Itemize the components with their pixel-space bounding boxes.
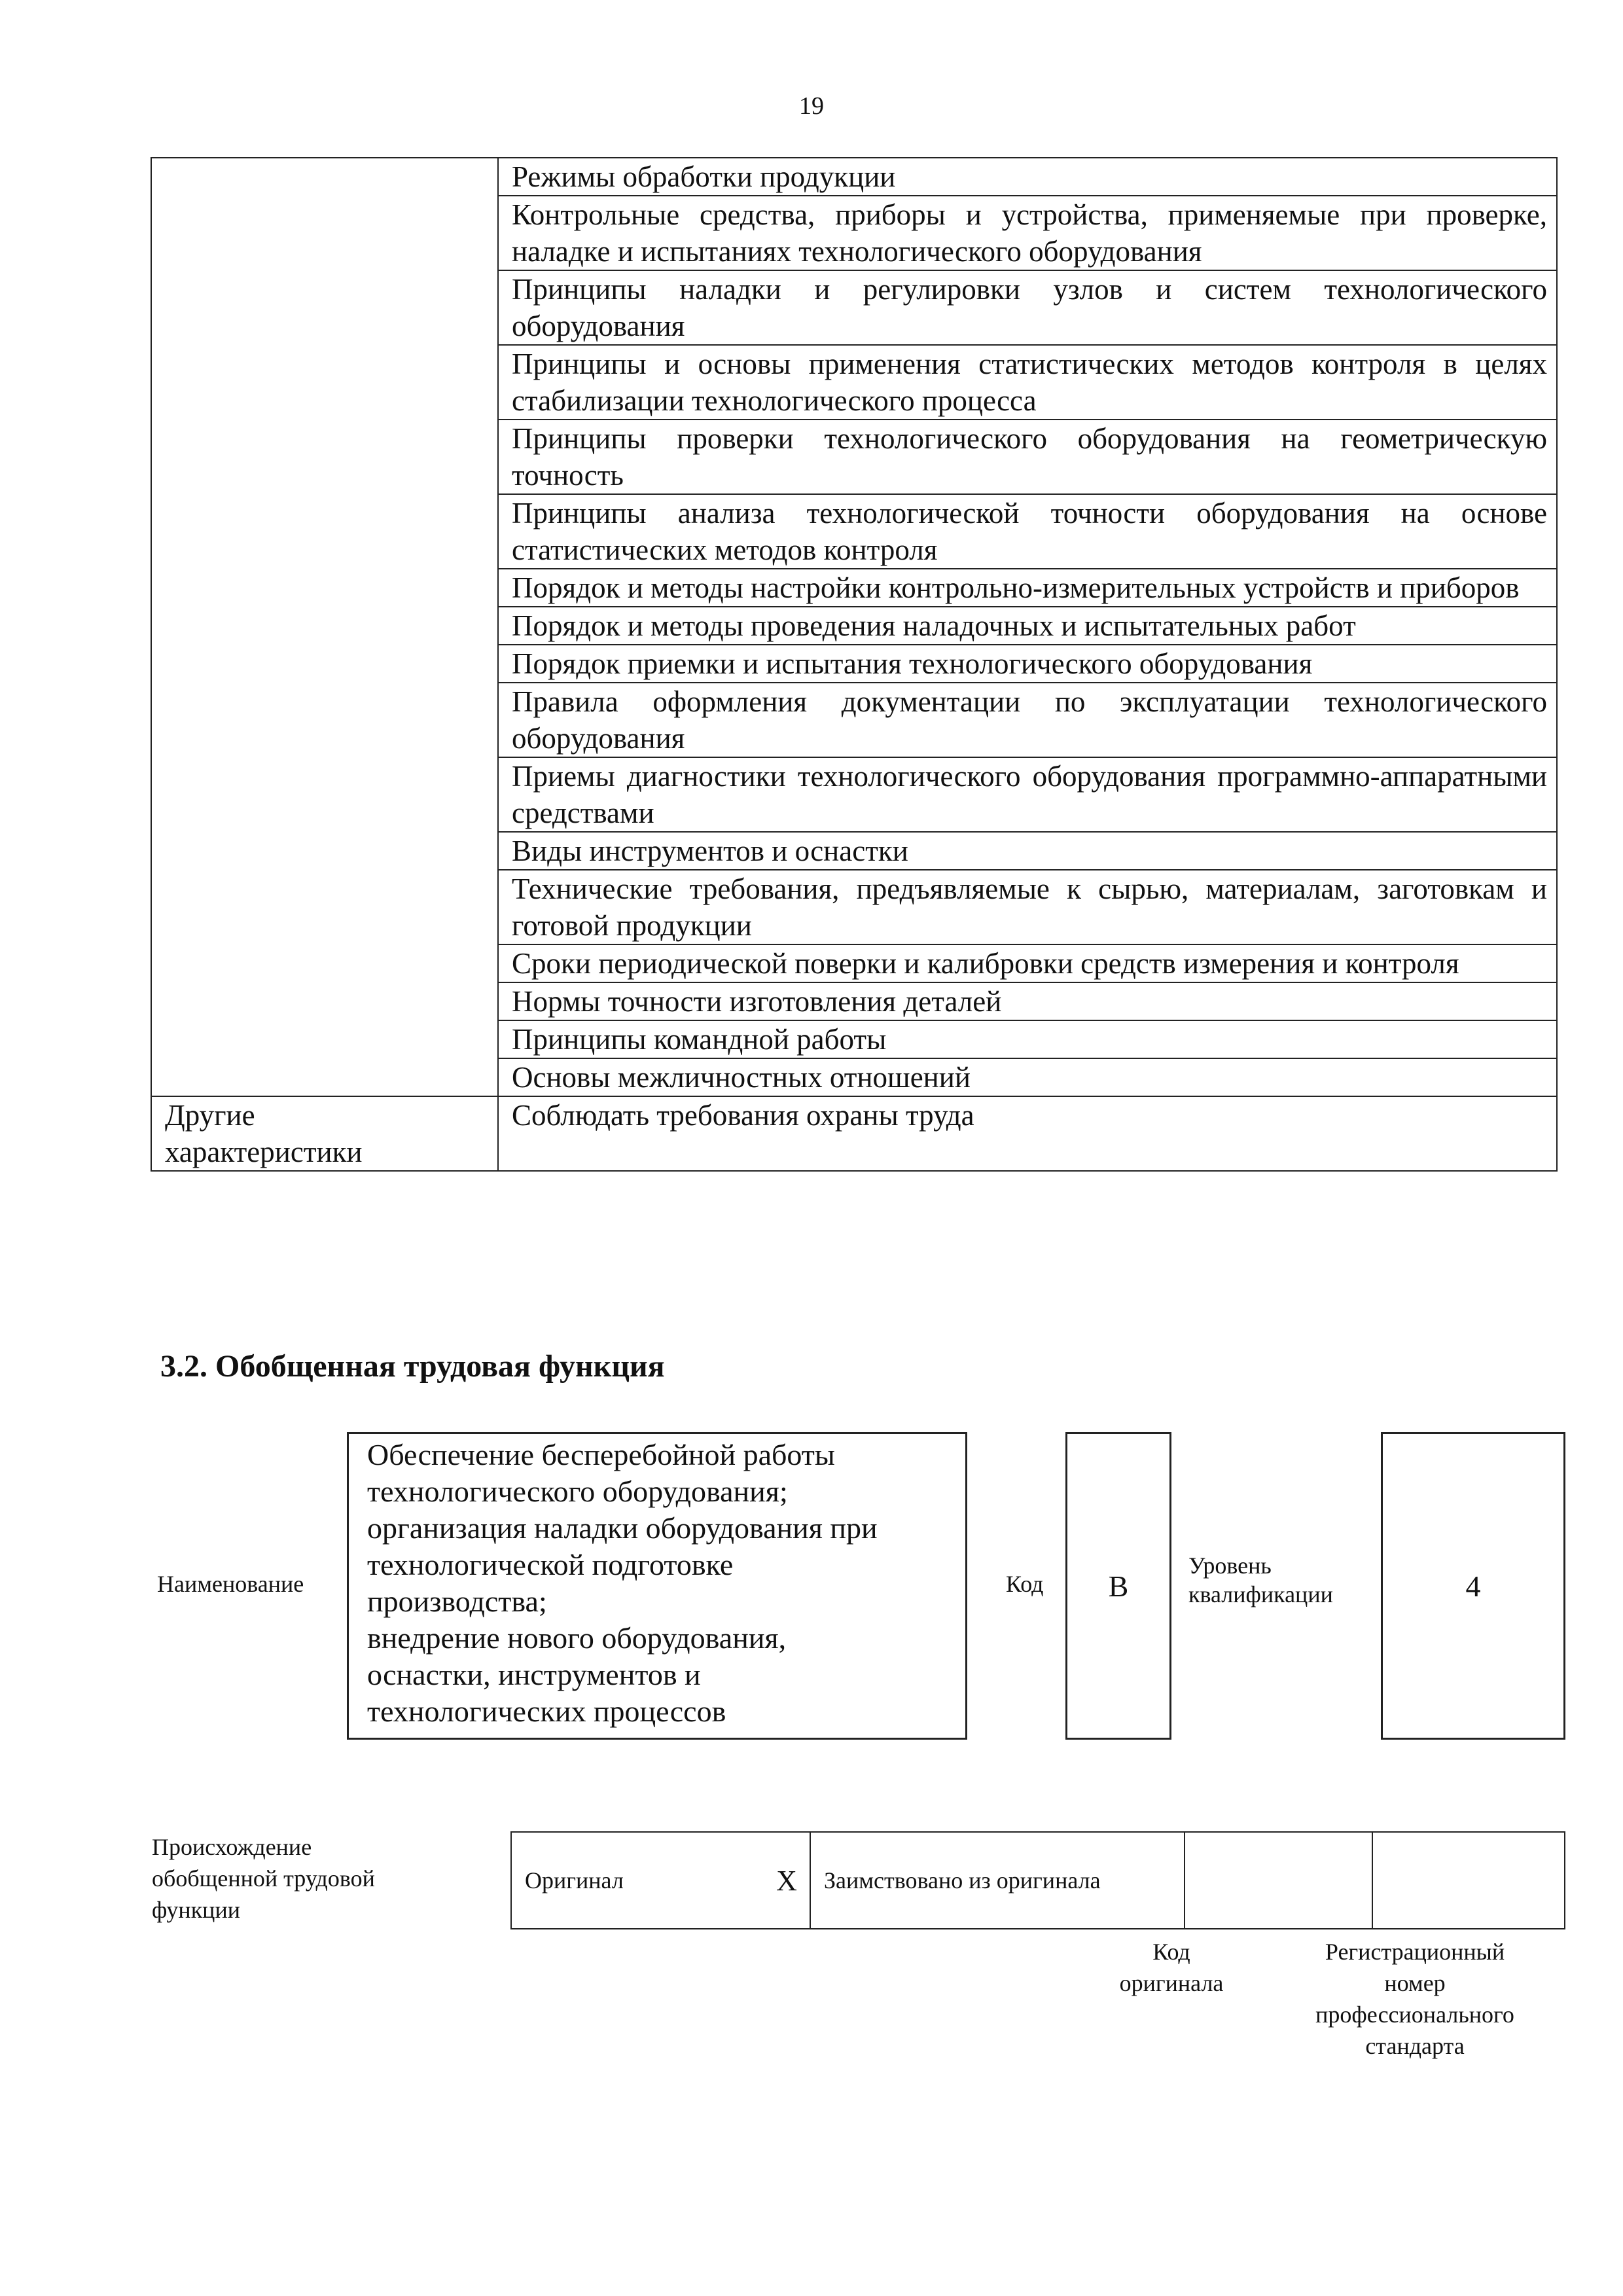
function-name-box bbox=[347, 1432, 967, 1740]
origin-label-line1: Происхождение bbox=[152, 1834, 312, 1860]
caption-reg-line1: Регистрационный bbox=[1325, 1939, 1505, 1965]
origin-label-line2: обобщенной трудовой bbox=[152, 1865, 375, 1892]
other-characteristics-label bbox=[151, 1096, 498, 1171]
knowledge-item: Принципы анализа технологической точности оборудования на основе статистических методов контроля bbox=[498, 494, 1557, 569]
knowledge-item: Сроки периодической поверки и калибровки средств измерения и контроля bbox=[498, 944, 1557, 982]
level-value-box bbox=[1381, 1432, 1565, 1740]
knowledge-item: Приемы диагностики технологического оборудования программно-аппаратными средствами bbox=[498, 757, 1557, 832]
other-characteristics-value: Соблюдать требования охраны труда bbox=[498, 1096, 1557, 1171]
other-characteristics-row bbox=[151, 1096, 1557, 1171]
origin-table bbox=[510, 1831, 1565, 1929]
caption-registration-number bbox=[1264, 1936, 1565, 2062]
original-cell: Оригинал bbox=[511, 1832, 764, 1929]
caption-reg-line4: стандарта bbox=[1365, 2033, 1465, 2059]
original-mark: X bbox=[764, 1832, 810, 1929]
knowledge-item: Принципы проверки технологического оборудования на геометрическую точность bbox=[498, 420, 1557, 494]
knowledge-item: Принципы командной работы bbox=[498, 1020, 1557, 1058]
knowledge-row bbox=[151, 158, 1557, 196]
caption-original-code bbox=[1086, 1936, 1257, 1999]
knowledge-item: Принципы наладки и регулировки узлов и систем технологического оборудования bbox=[498, 270, 1557, 345]
level-label-line2: квалификации bbox=[1188, 1581, 1333, 1607]
code-value-box bbox=[1065, 1432, 1171, 1740]
registration-number-cell bbox=[1372, 1832, 1565, 1929]
knowledge-item: Технические требования, предъявляемые к сырью, материалам, заготовкам и готовой продукции bbox=[498, 870, 1557, 944]
caption-code-line2: оригинала bbox=[1119, 1970, 1224, 1996]
caption-code-line1: Код bbox=[1152, 1939, 1190, 1965]
level-label-line1: Уровень bbox=[1188, 1552, 1272, 1579]
knowledge-item: Режимы обработки продукции bbox=[498, 158, 1557, 196]
knowledge-item: Порядок приемки и испытания технологического оборудования bbox=[498, 645, 1557, 683]
original-code-cell bbox=[1185, 1832, 1372, 1929]
function-name-line: внедрение нового оборудования, bbox=[367, 1621, 787, 1655]
name-label: Наименование bbox=[157, 1571, 304, 1597]
knowledge-item: Правила оформления документации по эксплуатации технологического оборудования bbox=[498, 683, 1557, 757]
page-number: 19 bbox=[799, 92, 824, 120]
knowledge-item: Контрольные средства, приборы и устройства, применяемые при проверке, наладке и испытаниях технологического оборудования bbox=[498, 196, 1557, 270]
qualification-level-label bbox=[1188, 1551, 1333, 1609]
knowledge-item: Принципы и основы применения статистических методов контроля в целях стабилизации технологического процесса bbox=[498, 345, 1557, 420]
function-name-line: производства; bbox=[367, 1585, 547, 1618]
code-value: B bbox=[1108, 1569, 1129, 1603]
caption-reg-line2: номер bbox=[1384, 1970, 1446, 1996]
function-name-line: организация наладки оборудования при bbox=[367, 1511, 878, 1545]
level-value: 4 bbox=[1465, 1569, 1481, 1603]
section-title: 3.2. Обобщенная трудовая функция bbox=[160, 1349, 665, 1384]
code-label: Код bbox=[1006, 1571, 1044, 1597]
borrowed-cell: Заимствовано из оригинала bbox=[810, 1832, 1185, 1929]
function-name-line: технологических процессов bbox=[367, 1695, 726, 1728]
knowledge-table bbox=[151, 157, 1558, 1172]
function-name-line: технологической подготовке bbox=[367, 1548, 734, 1581]
function-name-line: Обеспечение бесперебойной работы bbox=[367, 1438, 835, 1471]
origin-label bbox=[152, 1831, 446, 1926]
other-label-line1: Другие bbox=[165, 1099, 255, 1132]
other-label-line2: характеристики bbox=[165, 1136, 363, 1168]
knowledge-item: Нормы точности изготовления деталей bbox=[498, 982, 1557, 1020]
origin-label-line3: функции bbox=[152, 1897, 240, 1923]
knowledge-label-cell bbox=[151, 158, 498, 1096]
caption-reg-line3: профессионального bbox=[1315, 2001, 1514, 2028]
knowledge-item: Основы межличностных отношений bbox=[498, 1058, 1557, 1096]
knowledge-item: Порядок и методы проведения наладочных и испытательных работ bbox=[498, 607, 1557, 645]
function-name-line: технологического оборудования; bbox=[367, 1475, 788, 1508]
function-name-line: оснастки, инструментов и bbox=[367, 1658, 701, 1691]
knowledge-item: Виды инструментов и оснастки bbox=[498, 832, 1557, 870]
knowledge-item: Порядок и методы настройки контрольно-измерительных устройств и приборов bbox=[498, 569, 1557, 607]
